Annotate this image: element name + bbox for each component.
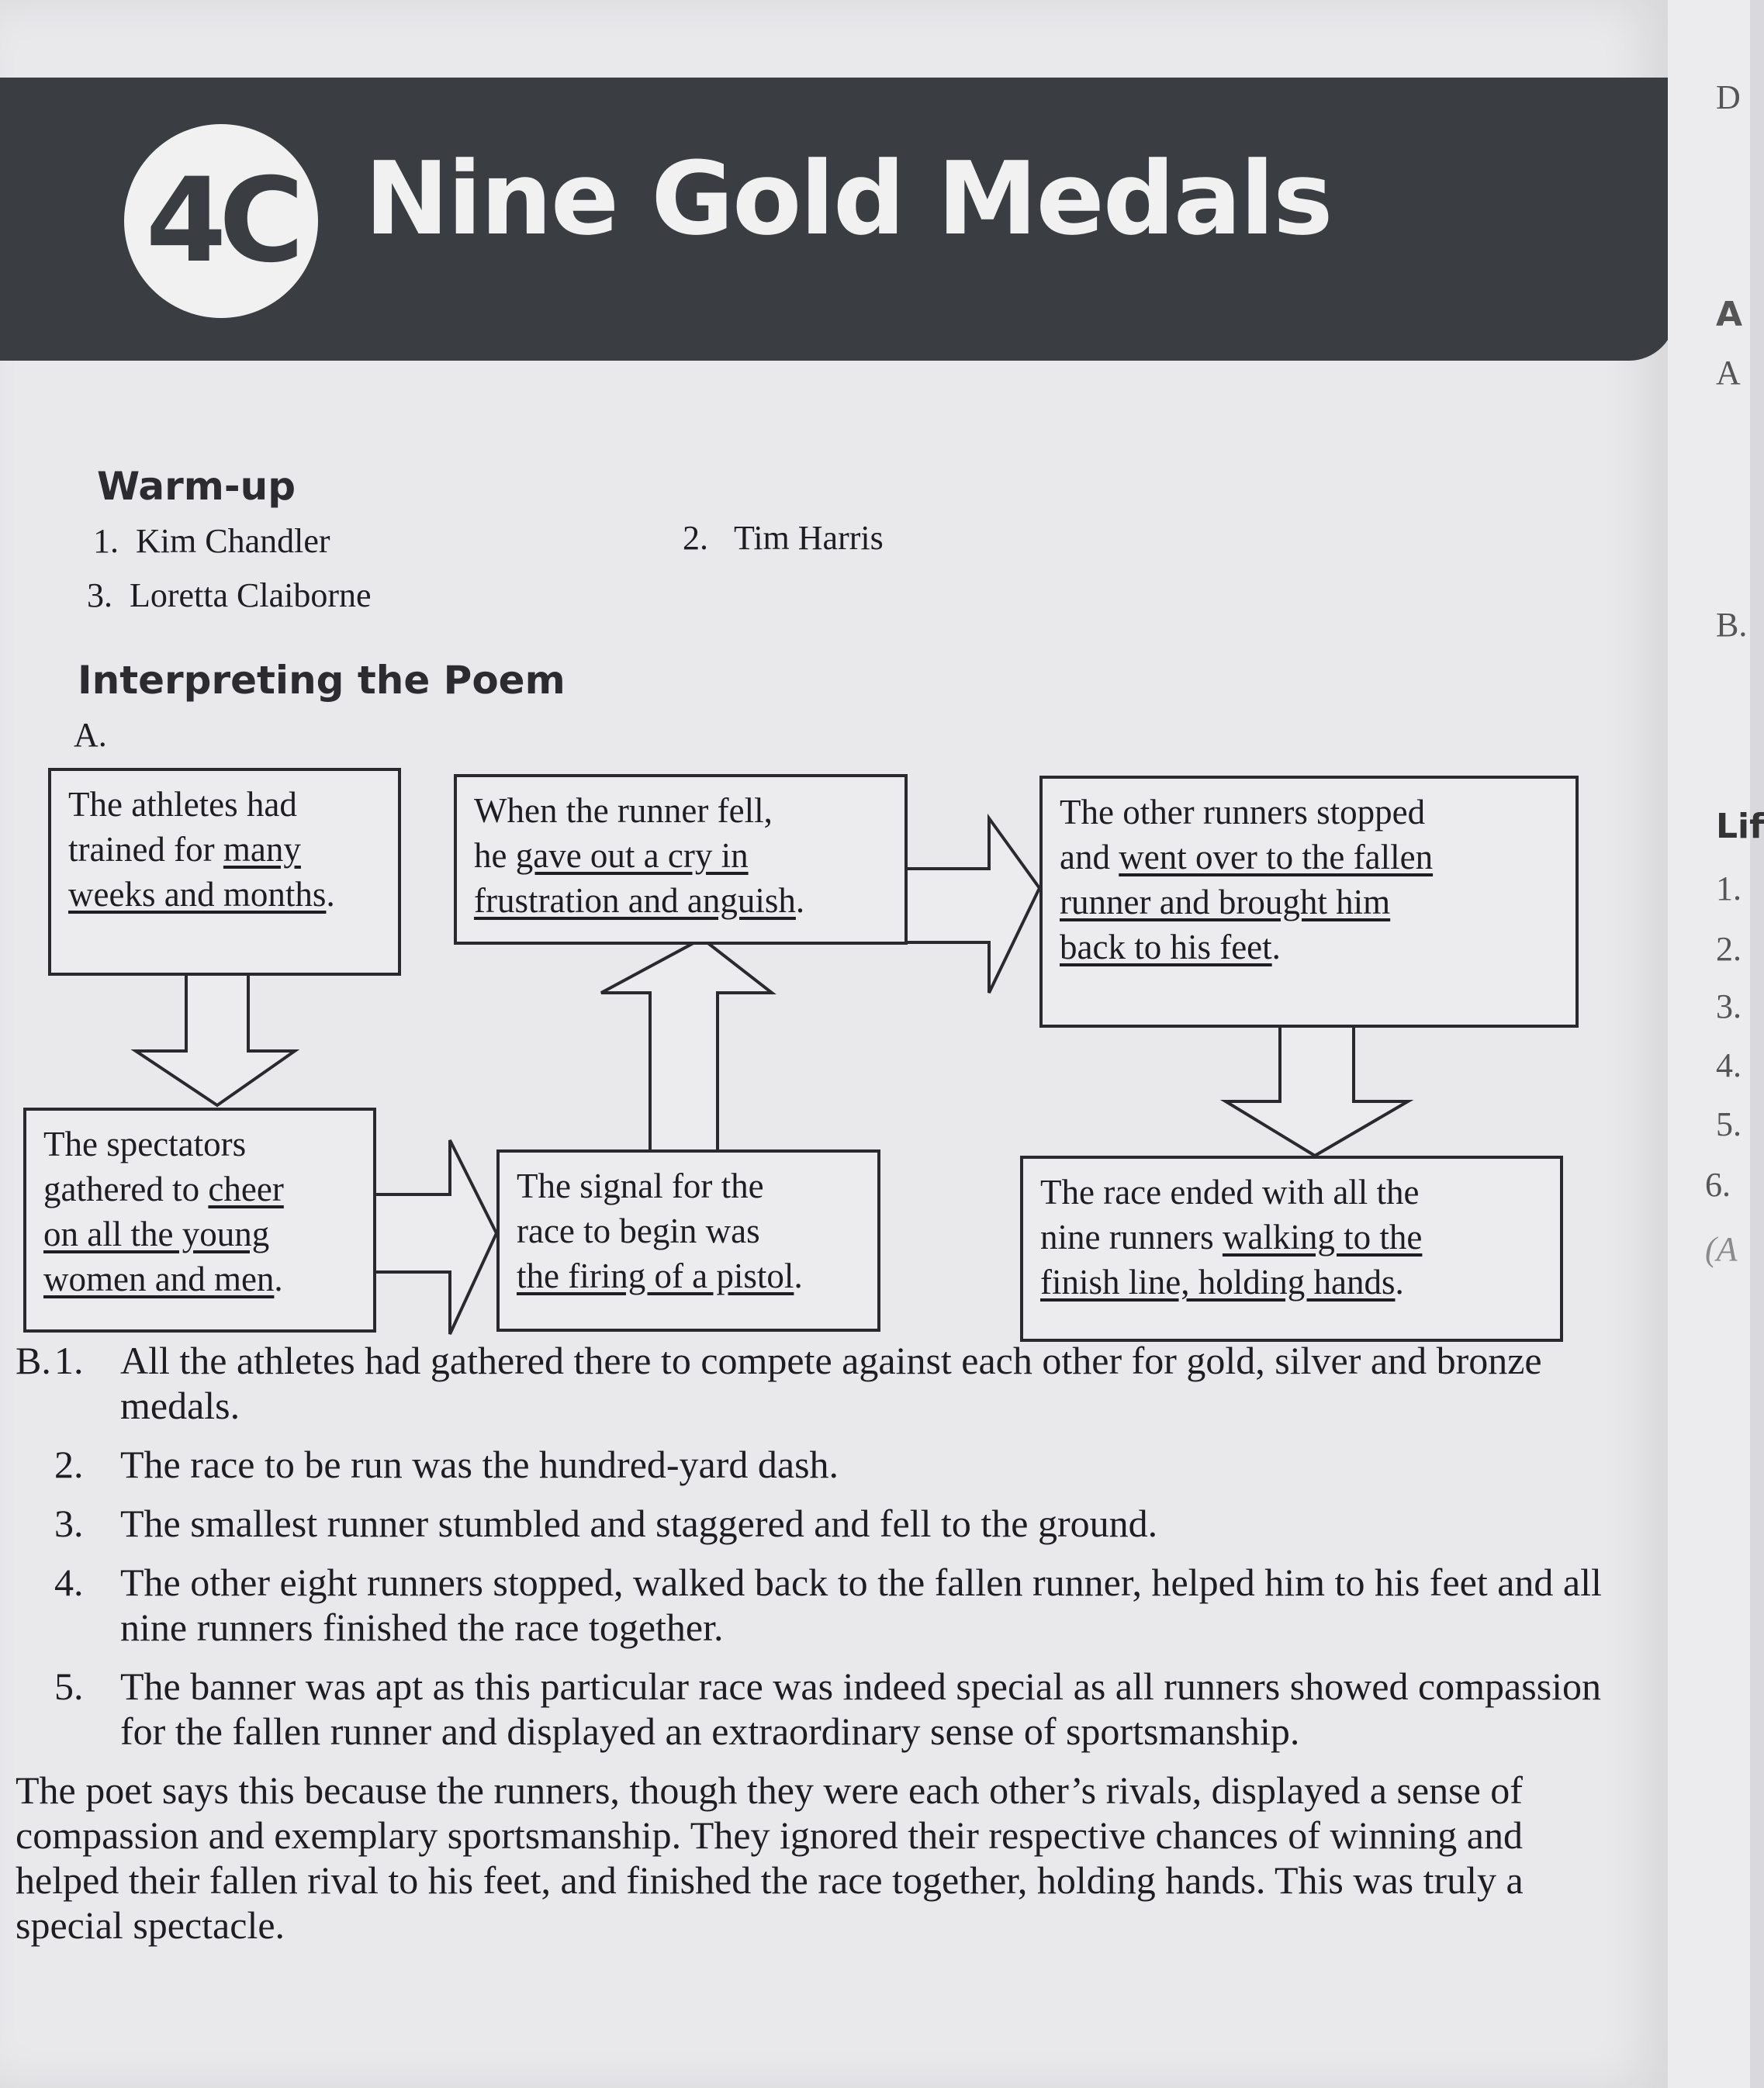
item-text: All the athletes had gathered there to compete against each other for gold, silver and bronze medals. (120, 1339, 1542, 1427)
answer-paragraph: The poet says this because the runners, though they were each other’s rivals, displayed a sense of compassion and exemplary sportsmanship. They ignored their respective chances of winning and helped their fallen rival to his feet, and finished the race together, holding hands. This was truly a special spectacle. (16, 1768, 1524, 1947)
box-line: The other runners stopped (1060, 793, 1426, 831)
warmup-num: 3. (87, 576, 112, 614)
item-number: 1. (54, 1339, 84, 1382)
edge-text: D (1716, 78, 1741, 116)
box-answer: finish line, holding hands (1040, 1263, 1396, 1302)
box-text: trained for (68, 830, 223, 869)
item-number: 4. (54, 1561, 84, 1604)
edge-text: A (1716, 295, 1743, 334)
item-number: 2. (54, 1443, 84, 1486)
box-line (68, 827, 381, 872)
item-text: The banner was apt as this particular race was indeed special as all runners showed compassion for the fallen runner and displayed an extraordinary sense of sportsmanship. (120, 1665, 1602, 1753)
box-answer: cheer (208, 1170, 284, 1208)
box-line (43, 1257, 356, 1302)
box-text: . (1395, 1263, 1404, 1302)
box-line (1040, 1260, 1543, 1305)
arrow-up-middle (601, 939, 772, 1156)
warmup-heading: Warm-up (97, 464, 296, 509)
box-line (1060, 925, 1558, 970)
arrow-right-top (904, 818, 1039, 993)
box-line: The signal for the (517, 1167, 764, 1205)
item-text: The smallest runner stumbled and staggered and fell to the ground. (120, 1502, 1158, 1545)
list-item (16, 1338, 1629, 1428)
arrow-down-right (1226, 1012, 1408, 1156)
box-answer: weeks and months (68, 875, 327, 914)
box-answer: women and men (43, 1260, 275, 1298)
box-text: . (326, 875, 335, 914)
box-line (68, 872, 381, 917)
edge-text: 3. (1716, 987, 1742, 1025)
box-answer: the firing of a pistol (517, 1257, 794, 1295)
edge-text: 2. (1716, 930, 1742, 968)
box-text: . (274, 1260, 283, 1298)
box-answer: runner and brought him (1060, 883, 1391, 921)
box-text: . (794, 1257, 803, 1295)
box-line (474, 878, 887, 923)
box-answer: frustration and anguish (474, 881, 796, 920)
flow-box-signal (496, 1149, 880, 1332)
box-line (1060, 880, 1558, 925)
warmup-num: 2. (683, 519, 708, 557)
box-line (474, 833, 887, 878)
edge-text: (A (1705, 1230, 1738, 1268)
box-line: The race ended with all the (1040, 1173, 1420, 1212)
section-b (16, 1338, 1629, 1948)
list-item (16, 1664, 1629, 1754)
edge-text: 6. (1705, 1166, 1731, 1204)
box-answer: went over to the fallen (1119, 838, 1434, 876)
box-answer: walking to the (1222, 1218, 1423, 1257)
arrow-right-bottom (365, 1140, 496, 1334)
flow-box-race-ended (1020, 1156, 1563, 1342)
item-number: 3. (54, 1502, 84, 1545)
edge-text: 4. (1716, 1046, 1742, 1084)
box-answer: on all the young (43, 1215, 270, 1253)
box-answer: many (223, 830, 301, 869)
box-line: race to begin was (517, 1212, 760, 1250)
edge-text: 1. (1716, 869, 1742, 907)
box-text: . (795, 881, 805, 920)
item-text: The other eight runners stopped, walked back to the fallen runner, helped him to his feet and all nine runners finished the race together. (120, 1561, 1602, 1649)
item-text: The race to be run was the hundred-yard dash. (120, 1443, 839, 1486)
box-line: When the runner fell, (474, 791, 773, 830)
edge-text: B. (1716, 606, 1748, 644)
box-line (1060, 835, 1558, 880)
box-line: The spectators (43, 1125, 247, 1163)
box-text: and (1060, 838, 1119, 876)
box-line (1040, 1215, 1543, 1260)
box-line (517, 1253, 860, 1298)
box-text: . (1271, 928, 1281, 966)
flow-box-training (48, 768, 401, 976)
section-b-label: B. (16, 1339, 51, 1382)
list-item (16, 1501, 1629, 1546)
box-text: gathered to (43, 1170, 209, 1208)
flow-box-runners-stopped (1039, 776, 1579, 1028)
box-answer: back to his feet (1060, 928, 1272, 966)
edge-text: 5. (1716, 1105, 1742, 1143)
box-line: The athletes had (68, 785, 297, 824)
box-line (43, 1212, 356, 1257)
warmup-num: 1. (93, 522, 119, 560)
facing-page-edge (1668, 0, 1764, 2088)
warmup-text: Tim Harris (734, 519, 884, 557)
item-number: 5. (54, 1665, 84, 1708)
section-a-label: A. (74, 716, 107, 754)
list-item (16, 1442, 1629, 1487)
lesson-badge: 4C (124, 124, 318, 318)
edge-text: Lif (1716, 807, 1764, 846)
warmup-text: Kim Chandler (136, 522, 330, 560)
box-answer: gave out a cry in (515, 836, 749, 875)
box-text: he (474, 836, 516, 875)
box-line (43, 1167, 356, 1212)
page-title: Nine Gold Medals (365, 140, 1332, 258)
interpreting-heading: Interpreting the Poem (78, 658, 566, 703)
edge-text: A (1716, 354, 1741, 392)
list-item (16, 1560, 1629, 1650)
warmup-text: Loretta Claiborne (130, 576, 372, 614)
box-text: nine runners (1040, 1218, 1223, 1257)
flow-box-runner-fell (454, 774, 908, 945)
arrow-down-left (136, 973, 295, 1105)
flow-box-spectators (23, 1108, 376, 1333)
